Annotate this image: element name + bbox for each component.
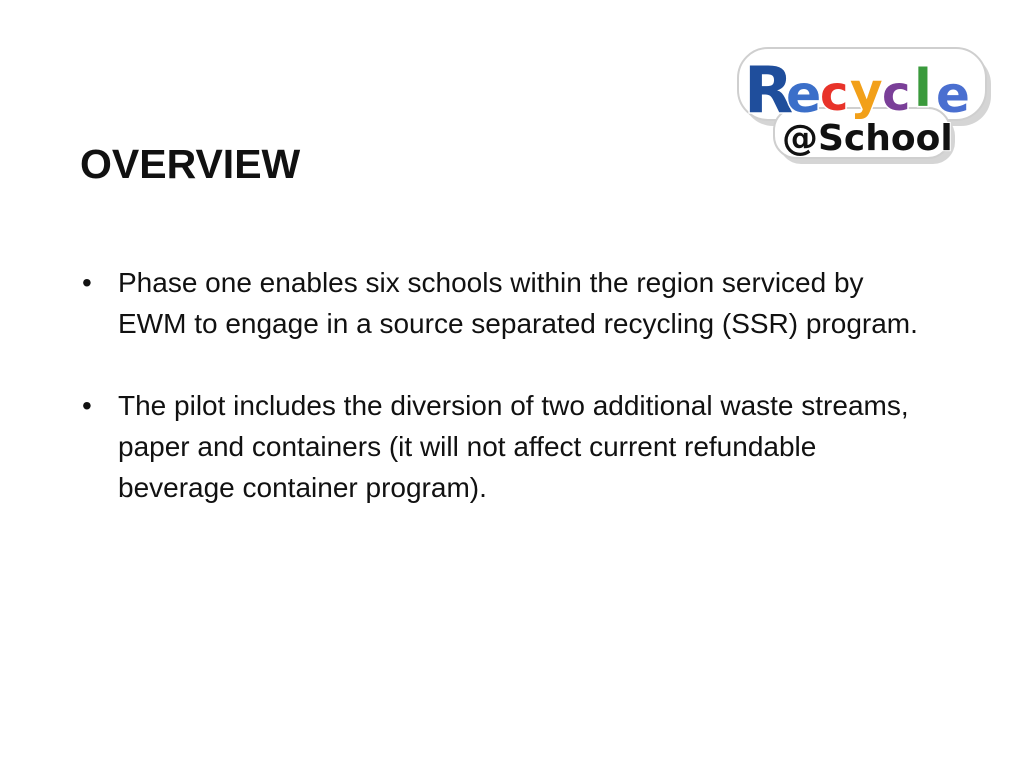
- slide-title: OVERVIEW: [80, 141, 301, 187]
- logo-letter: R: [744, 54, 794, 128]
- bullet-dot-icon: •: [82, 390, 92, 421]
- logo-letter: e: [936, 66, 970, 124]
- bullet-list: [80, 262, 920, 549]
- logo-subtitle: @School: [782, 118, 953, 159]
- bullet-text: Phase one enables six schools within the region serviced by EWM to engage in a source separated recycling (SSR) program.: [118, 267, 918, 339]
- bullet-dot-icon: •: [82, 267, 92, 298]
- logo-letter: y: [850, 62, 883, 120]
- bullet-item: [80, 262, 920, 344]
- bullet-text: The pilot includes the diversion of two additional waste streams, paper and containers (it will not affect current refundable beverage container program).: [118, 390, 909, 503]
- logo-letter: e: [786, 65, 822, 125]
- logo-letter: l: [914, 59, 932, 119]
- logo-letter: c: [820, 66, 849, 122]
- bullet-item: [80, 385, 920, 508]
- logo-letter: c: [882, 66, 911, 122]
- recycle-at-school-logo: [734, 40, 996, 166]
